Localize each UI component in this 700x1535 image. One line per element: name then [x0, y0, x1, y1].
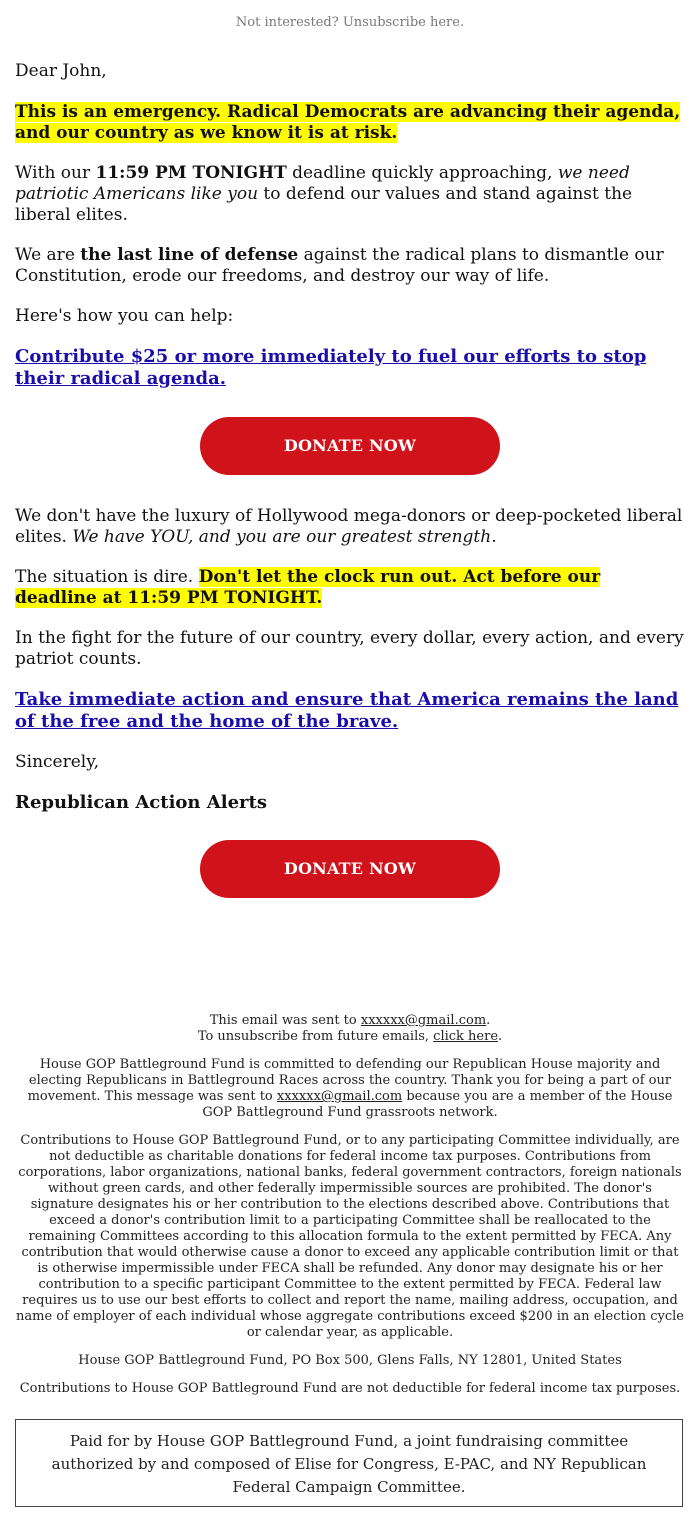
donate-button-row-1 [15, 417, 685, 475]
unsubscribe-link[interactable]: click here [433, 1029, 499, 1044]
greeting: Dear John, [15, 61, 107, 81]
email-footer [15, 1013, 685, 1397]
email-body [0, 61, 700, 898]
signoff: Sincerely, [15, 752, 99, 772]
donate-now-button-2[interactable]: DONATE NOW [200, 840, 500, 898]
sent-to-line: This email was sent to xxxxxx@gmail.com. [209, 1013, 491, 1028]
paragraph-defense: We are the last line of defense against the radical plans to dismantle our Constitution, erode our freedoms, and destroy our way of life. [15, 245, 664, 286]
deadline-highlight: Don't let the clock run out. Act before our deadline at 11:59 PM TONIGHT. [15, 567, 601, 608]
paragraph-dire: The situation is dire. Don't let the clock run out. Act before our deadline at 11:59 PM TONIGHT. [15, 567, 601, 608]
about-email-link[interactable]: xxxxxx@gmail.com [276, 1089, 403, 1104]
legal-disclaimer: Contributions to House GOP Battleground Fund, or to any participating Committee individually, are not deductible as charitable donations for federal income tax purposes. Contributions from corporations, labor organizations, national banks, federal government contractors, foreign nationals without green cards, and other federally impermissible sources are prohibited. The donor's signature designates his or her contribution to the elections described above. Contributions that exceed a donor's contribution limit to a participating Committee shall be reallocated to the remaining Committees according to this allocation formula to the extent permitted by FECA. Any contribution that would otherwise cause a donor to exceed any applicable contribution limit or that is otherwise impermissible under FECA shall be refunded. Any donor may designate his or her contribution to a specific participant Committee to the extent permitted by FECA. Federal law requires us to use our best efforts to collect and report the name, mailing address, occupation, and name of employer of each individual whose aggregate contributions exceed $200 in an election cycle or calendar year, as applicable. [16, 1133, 684, 1340]
tax-note: Contributions to House GOP Battleground Fund are not deductible for federal income tax purposes. [19, 1381, 681, 1396]
action-link-paragraph [15, 689, 685, 733]
mailing-address: House GOP Battleground Fund, PO Box 500, Glens Falls, NY 12801, United States [78, 1353, 622, 1368]
unsubscribe-line: To unsubscribe from future emails, click here. [197, 1029, 503, 1044]
patriotic-italic: we need patriotic Americans like you [15, 163, 630, 204]
deadline-text: 11:59 PM TONIGHT [95, 163, 287, 183]
we-have-you-italic: We have YOU, and you are our greatest strength [72, 527, 492, 547]
contribute-link[interactable]: Contribute $25 or more immediately to fuel our efforts to stop their radical agenda. [15, 346, 647, 389]
donate-now-button[interactable]: DONATE NOW [200, 417, 500, 475]
signature: Republican Action Alerts [15, 792, 267, 813]
unsubscribe-preheader[interactable]: Not interested? Unsubscribe here. [235, 15, 465, 30]
paragraph-deadline: With our 11:59 PM TONIGHT deadline quickly approaching, we need patriotic Americans like you to defend our values and stand against the liberal elites. [15, 163, 633, 225]
take-action-link[interactable]: Take immediate action and ensure that America remains the land of the free and the home of the brave. [15, 689, 679, 732]
paid-for-disclaimer: Paid for by House GOP Battleground Fund, a joint fundraising committee authorized by and composed of Elise for Congress, E-PAC, and NY Republican Federal Campaign Committee. [15, 1419, 683, 1507]
headline [15, 102, 685, 144]
headline-highlight: This is an emergency. Radical Democrats are advancing their agenda, and our country as we know it is at risk. [15, 102, 681, 143]
paragraph-donors: We don't have the luxury of Hollywood mega-donors or deep-pocketed liberal elites. We have YOU, and you are our greatest strength. [15, 506, 683, 547]
contribute-link-paragraph [15, 346, 685, 390]
paragraph-fight: In the fight for the future of our country, every dollar, every action, and every patriot counts. [15, 628, 684, 669]
donate-button-row-2 [15, 840, 685, 898]
last-line-bold: the last line of defense [80, 245, 299, 265]
about-committee: House GOP Battleground Fund is committed to defending our Republican House majority and electing Republicans in Battleground Races across the country. Thank you for being a part of our movement. This message was sent to xxxxxx@gmail.com because you are a member of the House GOP Battleground Fund grassroots network. [27, 1057, 673, 1120]
paragraph-help: Here's how you can help: [15, 306, 234, 326]
recipient-email-link[interactable]: xxxxxx@gmail.com [360, 1013, 487, 1028]
